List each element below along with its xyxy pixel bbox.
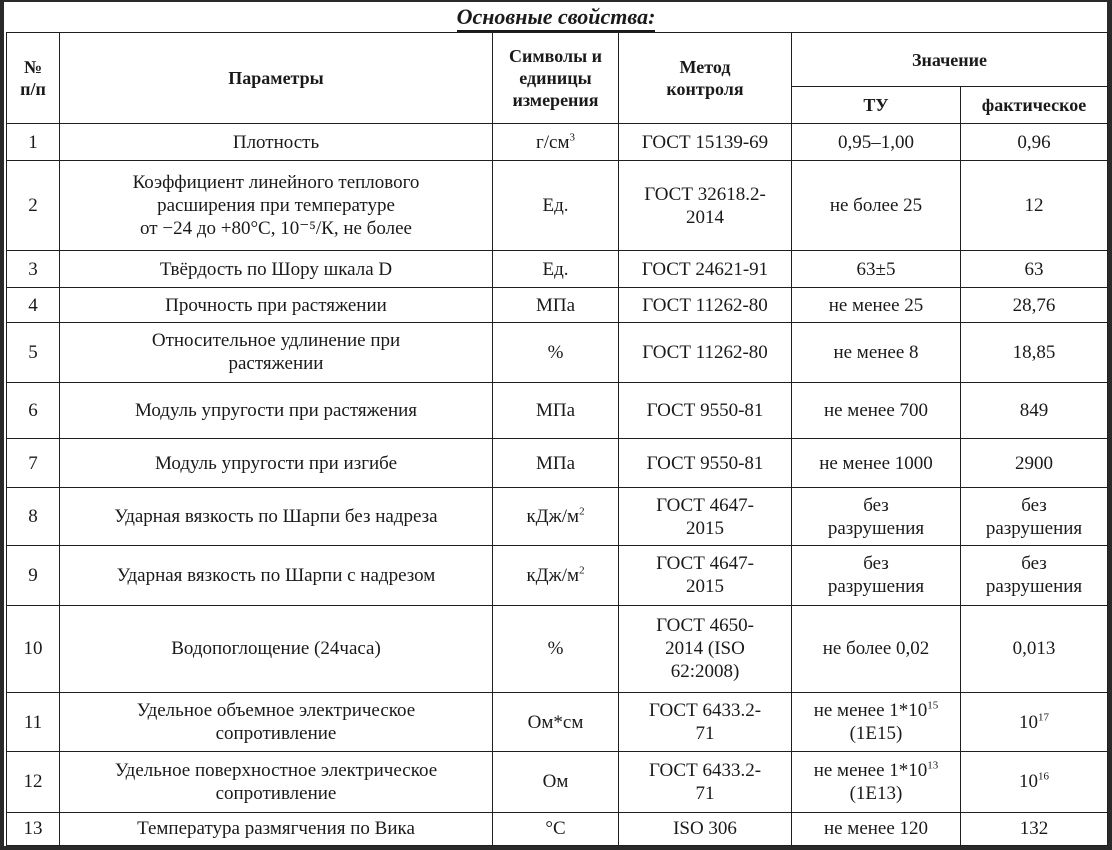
row-unit	[493, 605, 619, 692]
row-unit-text: кДж/м	[526, 506, 580, 528]
row-actual-value-text: 18,85	[1012, 341, 1056, 363]
row-tu-value	[792, 383, 961, 439]
row-parameter-text: Модуль упругости при изгибе	[154, 452, 398, 474]
row-method	[619, 488, 792, 546]
row-actual-value-text: 63	[1024, 258, 1044, 280]
row-actual-value	[961, 605, 1108, 692]
row-tu-value-text: не более 25	[829, 195, 923, 217]
row-tu-value-note: (1Е15)	[849, 723, 903, 745]
row-unit-text: МПа	[535, 294, 576, 316]
row-tu-value	[792, 250, 961, 287]
row-actual-value	[961, 383, 1108, 439]
row-tu-value-text: не менее 1*10	[813, 759, 928, 781]
row-unit	[493, 161, 619, 250]
row-unit	[493, 546, 619, 605]
row-tu-value	[792, 752, 961, 812]
row-actual-value	[961, 692, 1108, 751]
header-tu: ТУ	[792, 87, 961, 124]
row-parameter-text: Относительное удлинение при растяжении	[151, 330, 401, 375]
row-number	[7, 322, 60, 382]
row-method-text: ISO 306	[673, 818, 737, 840]
row-tu-value	[792, 439, 961, 488]
row-method-text: ГОСТ 11262-80	[642, 294, 768, 316]
row-unit	[493, 250, 619, 287]
row-method	[619, 124, 792, 161]
row-method-text: ГОСТ 4647- 2015	[656, 553, 754, 598]
row-tu-value-text: без разрушения	[827, 553, 925, 598]
row-method	[619, 439, 792, 488]
row-tu-value-text: не менее 1*10	[813, 700, 928, 722]
row-tu-value	[792, 488, 961, 546]
row-tu-value-superscript: 15	[927, 699, 939, 712]
properties-table	[6, 32, 1108, 846]
row-number-text: 4	[28, 294, 38, 316]
row-number-text: 6	[28, 400, 38, 422]
row-actual-value-text: 10	[1019, 711, 1038, 733]
row-parameter	[60, 383, 493, 439]
row-unit	[493, 812, 619, 845]
row-unit-text: кДж/м	[526, 564, 580, 586]
row-number	[7, 250, 60, 287]
row-number	[7, 439, 60, 488]
row-method-text: ГОСТ 15139-69	[641, 131, 769, 153]
row-method-text: ГОСТ 4650- 2014 (ISO 62:2008)	[656, 615, 754, 683]
table-row	[7, 752, 1108, 812]
row-number-text: 7	[28, 452, 38, 474]
row-method	[619, 383, 792, 439]
table-title	[0, 4, 1112, 30]
row-number	[7, 752, 60, 812]
row-actual-value	[961, 250, 1108, 287]
row-method	[619, 752, 792, 812]
row-number-text: 5	[28, 341, 38, 363]
row-actual-value	[961, 124, 1108, 161]
row-parameter-text: Прочность при растяжении	[165, 294, 387, 316]
row-actual-value-text: 0,96	[1017, 131, 1051, 153]
row-unit-superscript: 2	[579, 564, 585, 577]
row-actual-value	[961, 812, 1108, 845]
row-parameter	[60, 288, 493, 322]
row-unit-text: МПа	[535, 452, 576, 474]
row-parameter-text: Модуль упругости при растяжения	[134, 400, 418, 422]
row-method	[619, 322, 792, 382]
row-number-text: 9	[28, 564, 38, 586]
row-method-text: ГОСТ 11262-80	[642, 341, 768, 363]
row-unit-text: °С	[545, 818, 566, 840]
row-parameter-text: Твёрдость по Шору шкала D	[159, 258, 393, 280]
row-number	[7, 383, 60, 439]
row-number-text: 8	[28, 506, 38, 528]
row-parameter-text: Водопоглощение (24часа)	[171, 638, 381, 660]
row-unit-text: Ед.	[542, 195, 569, 217]
header-value: Значение	[792, 33, 1108, 87]
row-method	[619, 812, 792, 845]
row-tu-value-text: без разрушения	[827, 494, 925, 539]
row-method	[619, 605, 792, 692]
row-parameter	[60, 439, 493, 488]
row-number-text: 1	[28, 131, 38, 153]
row-unit-superscript: 2	[579, 505, 585, 518]
row-parameter	[60, 161, 493, 250]
row-tu-value-text: не менее 120	[823, 818, 929, 840]
row-actual-value	[961, 439, 1108, 488]
row-tu-value-text: не менее 25	[828, 294, 924, 316]
row-actual-value	[961, 322, 1108, 382]
row-method	[619, 546, 792, 605]
row-actual-value-text: 0,013	[1012, 638, 1056, 660]
row-number	[7, 812, 60, 845]
row-unit-superscript: 3	[569, 131, 576, 144]
table-row	[7, 605, 1108, 692]
row-tu-value	[792, 161, 961, 250]
row-actual-value-superscript: 17	[1038, 711, 1049, 724]
row-method	[619, 250, 792, 287]
row-unit-text: Ед.	[542, 258, 569, 280]
table-row	[7, 488, 1108, 546]
row-parameter-text: Удельное объемное электрическое сопротивление	[136, 700, 416, 745]
row-number	[7, 605, 60, 692]
row-method-text: ГОСТ 32618.2- 2014	[644, 183, 766, 228]
row-unit	[493, 439, 619, 488]
row-actual-value	[961, 161, 1108, 250]
row-parameter-text: Коэффициент линейного теплового расширения при температуре от −24 до +80°С, 10⁻⁵/К, не более	[132, 172, 420, 240]
row-tu-value-superscript: 13	[927, 759, 939, 772]
row-method	[619, 692, 792, 751]
row-actual-value-text: без разрушения	[985, 494, 1083, 539]
table-row	[7, 322, 1108, 382]
header-units: Символы и единицы измерения	[493, 33, 619, 124]
row-parameter	[60, 605, 493, 692]
table-title-text: Основные свойства:	[457, 4, 656, 32]
row-parameter	[60, 124, 493, 161]
table-row	[7, 439, 1108, 488]
row-tu-value-text: не менее 8	[833, 341, 919, 363]
row-actual-value-text: 10	[1019, 771, 1038, 793]
row-number	[7, 692, 60, 751]
table-row	[7, 812, 1108, 845]
row-actual-value	[961, 488, 1108, 546]
row-number-text: 13	[23, 818, 43, 840]
row-number	[7, 124, 60, 161]
row-unit	[493, 383, 619, 439]
row-parameter	[60, 692, 493, 751]
header-method: Метод контроля	[619, 33, 792, 124]
row-tu-value	[792, 812, 961, 845]
row-tu-value	[792, 546, 961, 605]
row-actual-value-text: 28,76	[1012, 294, 1056, 316]
row-method-text: ГОСТ 9550-81	[646, 452, 764, 474]
table-header	[7, 33, 1108, 124]
row-number	[7, 488, 60, 546]
row-number	[7, 161, 60, 250]
header-actual: фактическое	[961, 87, 1108, 124]
row-actual-value-text: 849	[1019, 400, 1049, 422]
row-method	[619, 288, 792, 322]
row-unit-text: %	[547, 638, 564, 660]
row-unit	[493, 488, 619, 546]
row-tu-value-text: 0,95–1,00	[838, 131, 914, 153]
row-actual-value-text: без разрушения	[985, 553, 1083, 598]
row-parameter	[60, 250, 493, 287]
row-actual-value	[961, 752, 1108, 812]
row-actual-value-text: 132	[1019, 818, 1049, 840]
row-unit	[493, 322, 619, 382]
row-unit-text: г/см	[535, 131, 570, 153]
row-unit-text: МПа	[535, 400, 576, 422]
row-number-text: 3	[28, 258, 38, 280]
row-unit	[493, 752, 619, 812]
row-number-text: 11	[23, 711, 43, 733]
row-tu-value-note: (1Е13)	[849, 782, 903, 804]
row-parameter	[60, 812, 493, 845]
table-row	[7, 383, 1108, 439]
row-number-text: 10	[23, 638, 43, 660]
row-actual-value-text: 2900	[1015, 452, 1053, 474]
table-row	[7, 161, 1108, 250]
header-param: Параметры	[60, 33, 493, 124]
row-unit	[493, 692, 619, 751]
row-number-text: 2	[28, 195, 38, 217]
row-tu-value	[792, 605, 961, 692]
row-unit	[493, 288, 619, 322]
row-method-text: ГОСТ 4647- 2015	[656, 494, 754, 539]
row-parameter-text: Ударная вязкость по Шарпи с надрезом	[116, 564, 436, 586]
table-row	[7, 288, 1108, 322]
row-method	[619, 161, 792, 250]
row-number	[7, 546, 60, 605]
row-actual-value-text: 12	[1024, 195, 1044, 217]
row-number	[7, 288, 60, 322]
table-row	[7, 546, 1108, 605]
table-body	[7, 124, 1108, 846]
row-unit-text: %	[547, 341, 564, 363]
row-tu-value	[792, 288, 961, 322]
row-actual-value	[961, 546, 1108, 605]
row-method-text: ГОСТ 6433.2- 71	[648, 700, 762, 745]
table-row	[7, 250, 1108, 287]
row-unit	[493, 124, 619, 161]
row-tu-value-text: 63±5	[856, 258, 896, 280]
row-parameter-text: Температура размягчения по Вика	[137, 818, 415, 840]
row-unit-text: Ом	[542, 771, 569, 793]
row-actual-value-superscript: 16	[1038, 771, 1049, 784]
row-unit-text: Ом*см	[527, 711, 584, 733]
table-row	[7, 692, 1108, 751]
row-parameter-text: Удельное поверхностное электрическое сопротивление	[114, 759, 438, 804]
row-tu-value-text: не менее 700	[823, 400, 929, 422]
row-tu-value-text: не более 0,02	[822, 638, 930, 660]
row-parameter	[60, 488, 493, 546]
row-method-text: ГОСТ 6433.2- 71	[648, 759, 762, 804]
row-tu-value	[792, 322, 961, 382]
row-parameter	[60, 322, 493, 382]
row-method-text: ГОСТ 9550-81	[646, 400, 764, 422]
header-num: № п/п	[7, 33, 60, 124]
row-actual-value	[961, 288, 1108, 322]
row-number-text: 12	[23, 771, 43, 793]
row-tu-value	[792, 124, 961, 161]
row-tu-value-text: не менее 1000	[819, 452, 933, 474]
table-row	[7, 124, 1108, 161]
row-parameter-text: Плотность	[232, 131, 320, 153]
row-parameter	[60, 752, 493, 812]
row-parameter	[60, 546, 493, 605]
row-method-text: ГОСТ 24621-91	[641, 258, 769, 280]
row-parameter-text: Ударная вязкость по Шарпи без надреза	[114, 506, 438, 528]
row-tu-value	[792, 692, 961, 751]
